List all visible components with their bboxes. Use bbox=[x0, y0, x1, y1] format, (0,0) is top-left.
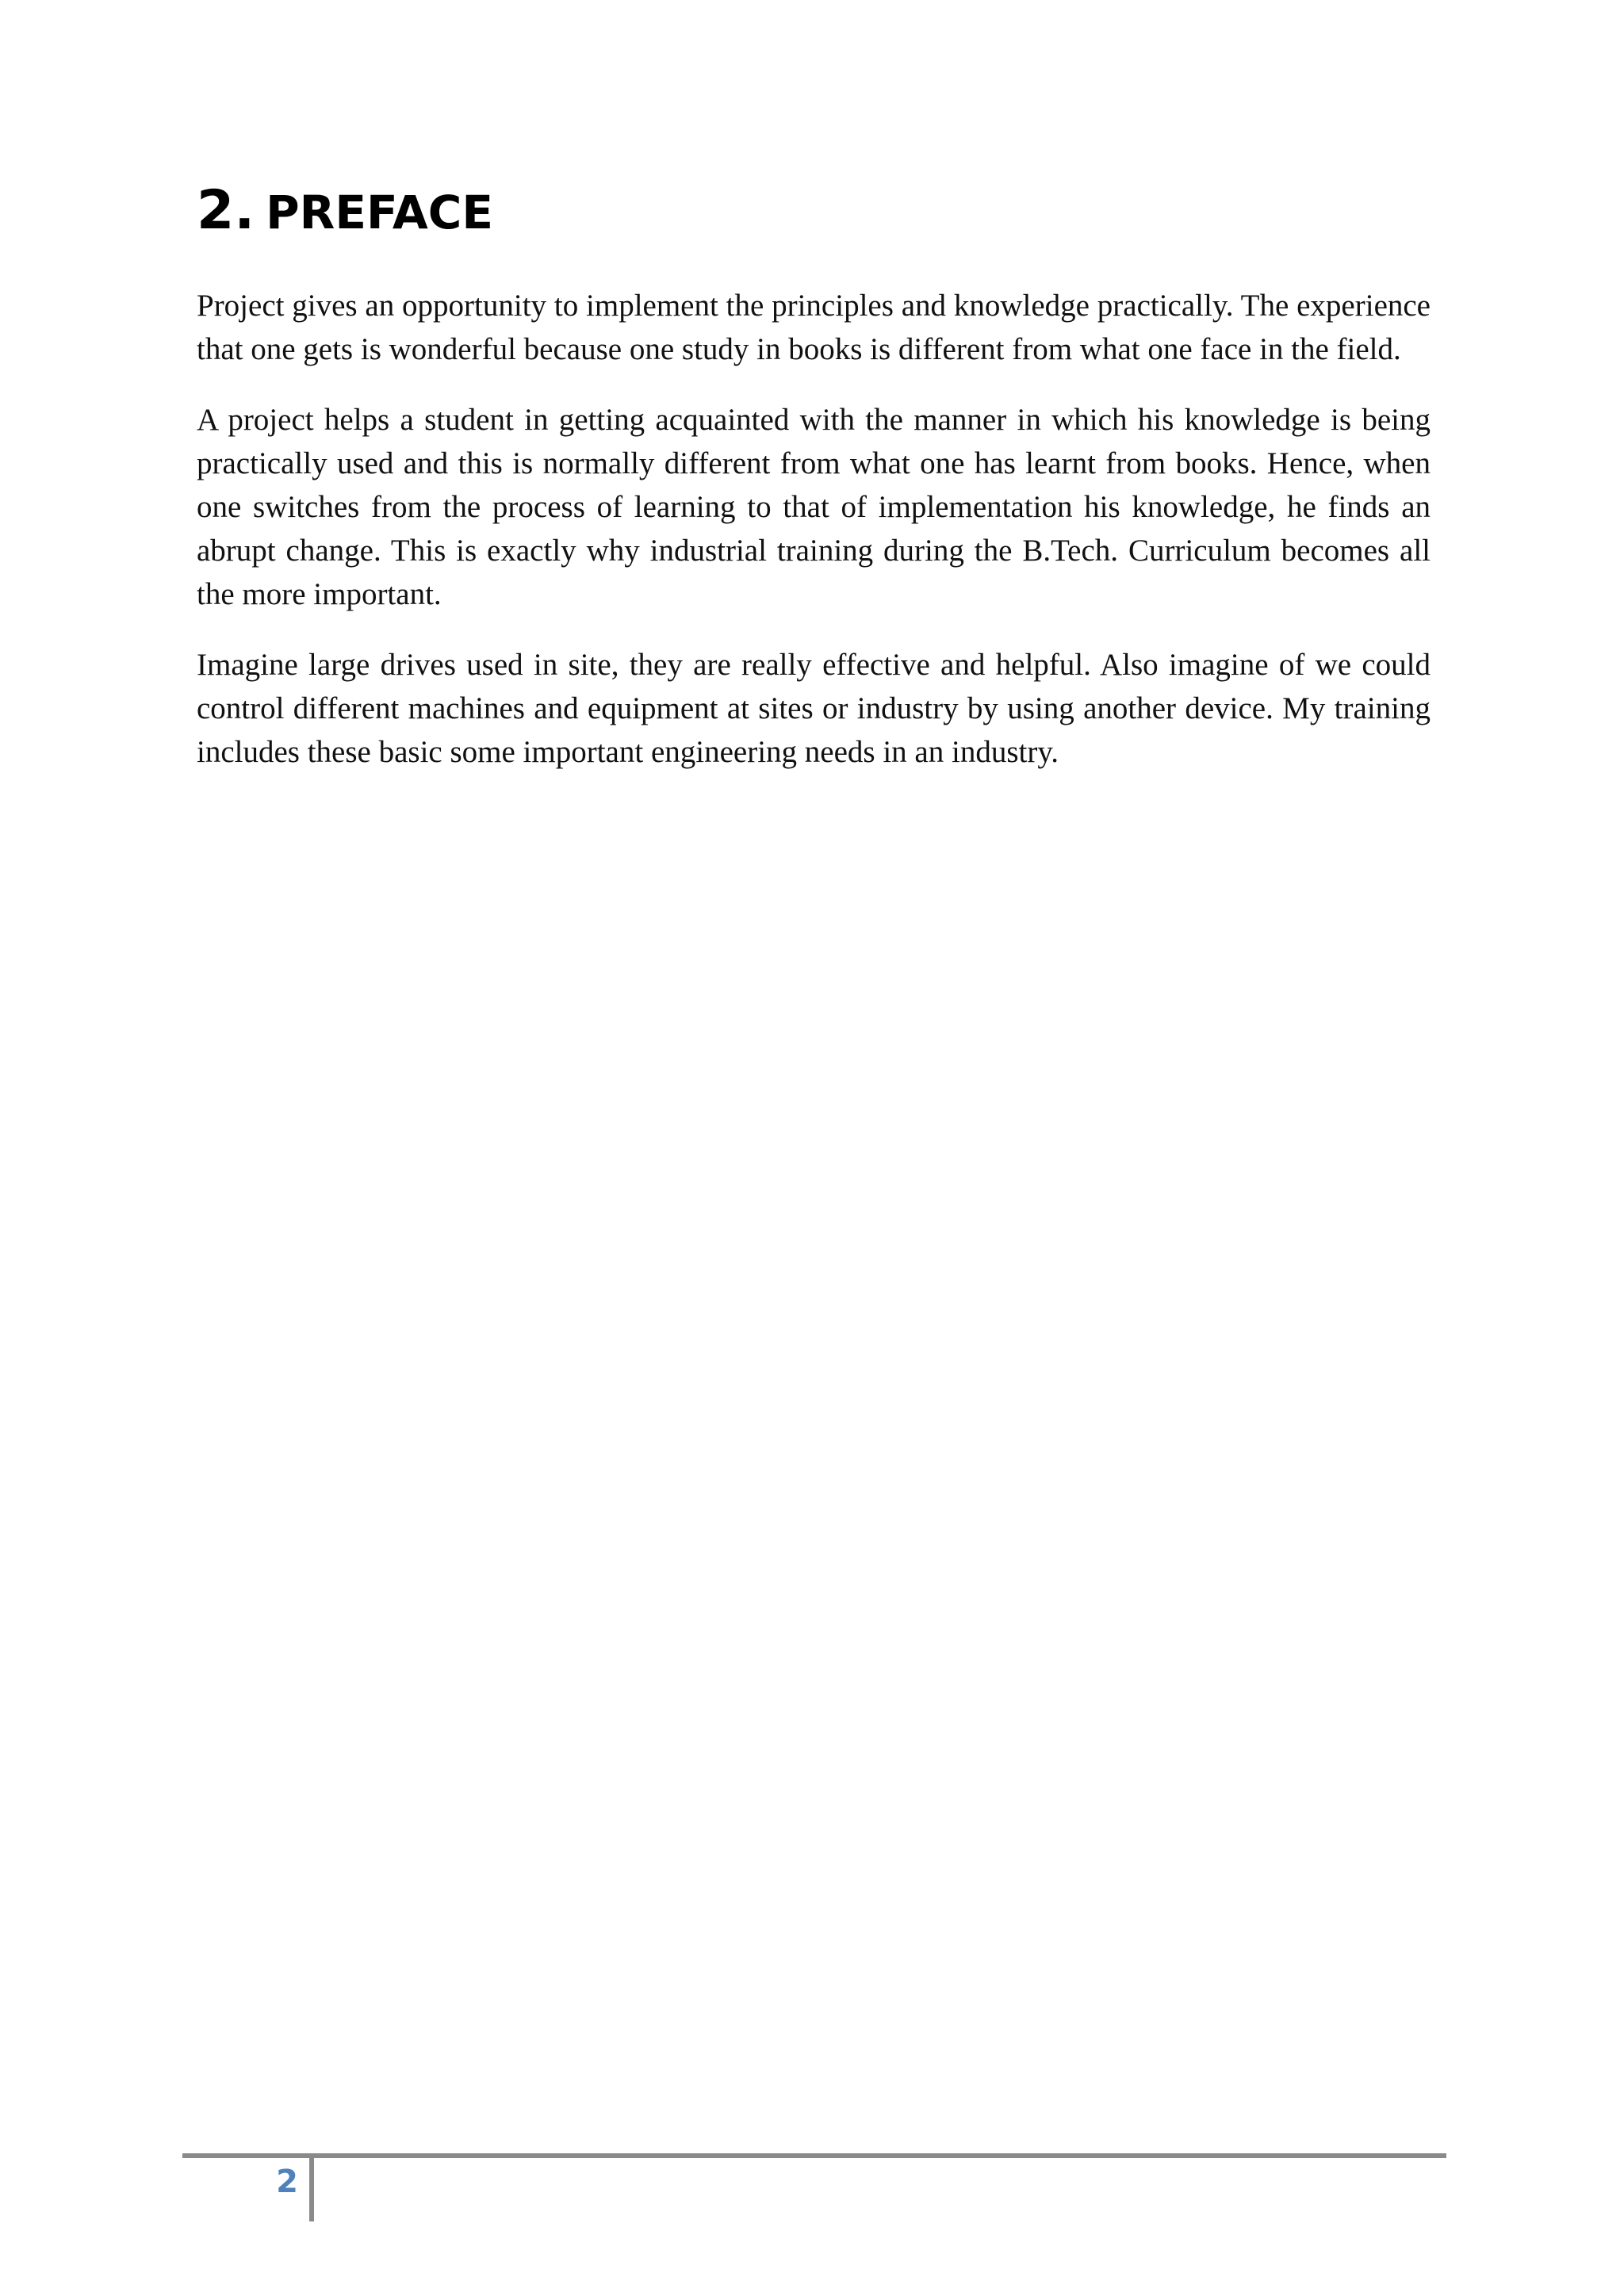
section-heading bbox=[197, 179, 493, 242]
paragraph-1: Project gives an opportunity to implement the principles and knowledge practically. The experience that one gets is wonderful because one study in books is different from what one face in the field. bbox=[197, 289, 1431, 366]
page-number: 2 bbox=[276, 2164, 298, 2200]
footer-rule bbox=[182, 2153, 1446, 2158]
preface-body bbox=[197, 284, 1431, 801]
paragraph-2: A project helps a student in getting acquainted with the manner in which his knowledge is being practically used and this is normally different from what one has learnt from books. Hence, when one switches from the process of learning to that of implementation his knowledge, he finds an abrupt change. This is exactly why industrial training during the B.Tech. Curriculum becomes all the more important. bbox=[197, 403, 1431, 611]
footer-separator bbox=[309, 2158, 314, 2221]
paragraph-3: Imagine large drives used in site, they are really effective and helpful. Also imagine of we could control different machines and equipment at sites or industry by using another device. My training includes these basic some important engineering needs in an industry. bbox=[197, 648, 1431, 769]
section-number: 2. bbox=[197, 179, 255, 242]
section-title: PREFACE bbox=[266, 186, 493, 239]
